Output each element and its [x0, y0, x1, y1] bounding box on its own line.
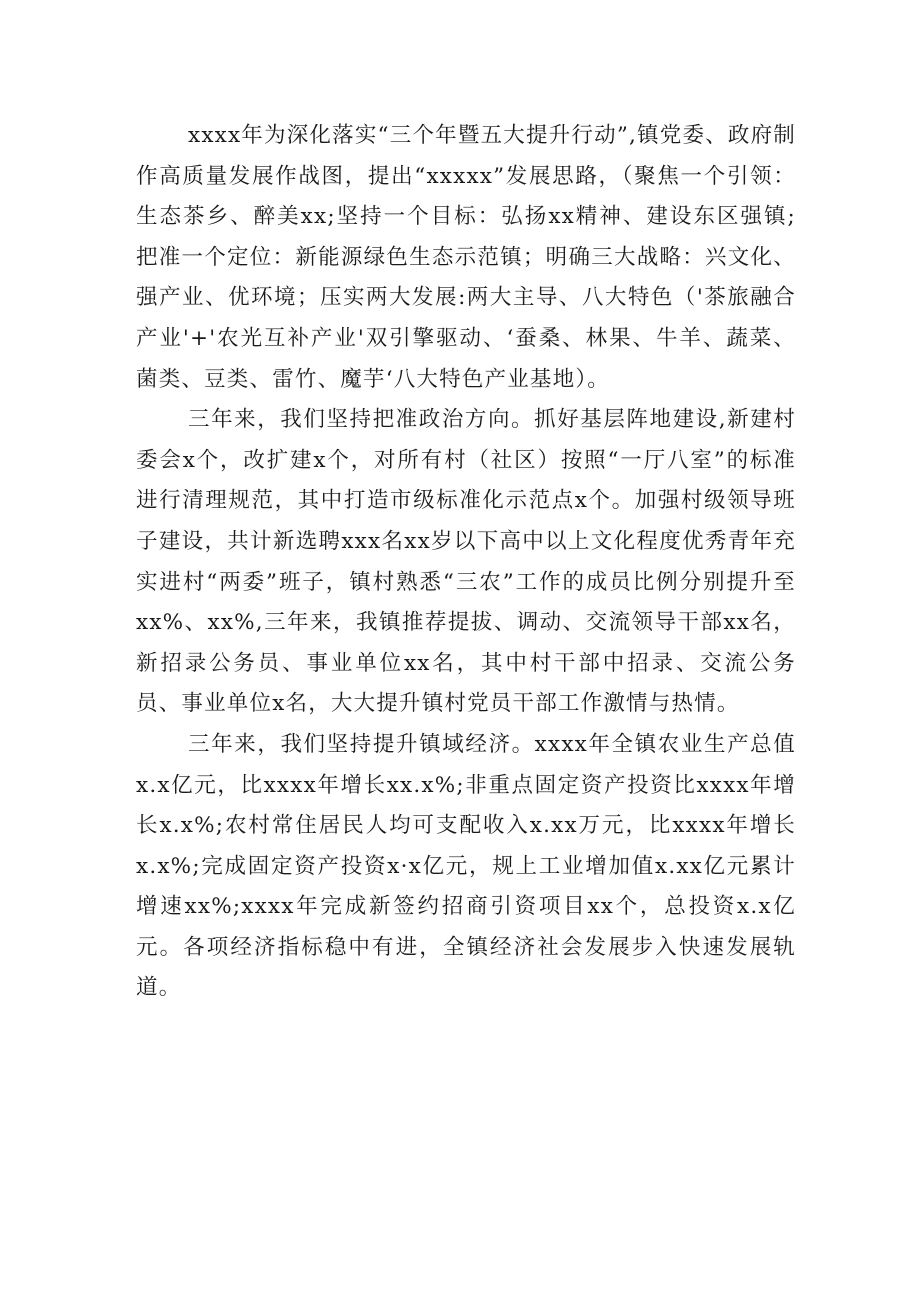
- document-body: [136, 116, 796, 1009]
- paragraph-political-direction: 三年来，我们坚持把准政治方向。抓好基层阵地建设,新建村委会x个，改扩建x个，对所有村（社区）按照“一厅八室”的标准进行清理规范，其中打造市级标准化示范点x个。加强村级领导班子建设，共计新选聘xxx名xx岁以下高中以上文化程度优秀青年充实进村“两委”班子，镇村熟悉“三农”工作的成员比例分别提升至xx%、xx%,三年来，我镇推荐提拔、调动、交流领导干部xx名，新招录公务员、事业单位xx名，其中村干部中招录、交流公务员、事业单位x名，大大提升镇村党员干部工作激情与热情。: [136, 407, 796, 717]
- paragraph-development-strategy: xxxx年为深化落实“三个年暨五大提升行动”,镇党委、政府制作高质量发展作战图，提出“xxxxx”发展思路，（聚焦一个引领：生态茶乡、醉美xx;坚持一个目标：弘扬xx精神、建设东区强镇;把准一个定位：新能源绿色生态示范镇；明确三大战略：兴文化、强产业、优环境；压实两大发展:两大主导、八大特色（'茶旅融合产业'+'农光互补产业'双引擎驱动、‘蚕桑、林果、牛羊、蔬菜、菌类、豆类、雷竹、魔芋‘八大特色产业基地）。: [136, 123, 796, 392]
- paragraph-town-economy: 三年来，我们坚持提升镇域经济。xxxx年全镇农业生产总值x.x亿元，比xxxx年增长xx.x%;非重点固定资产投资比xxxx年增长x.x%;农村常住居民人均可支配收入x.xx万元，比xxxx年增长x.x%;完成固定资产投资x·x亿元，规上工业增加值x.xx亿元累计增速xx%;xxxx年完成新签约招商引资项目xx个，总投资x.x亿元。各项经济指标稳中有进，全镇经济社会发展步入快速发展轨道。: [136, 731, 796, 1001]
